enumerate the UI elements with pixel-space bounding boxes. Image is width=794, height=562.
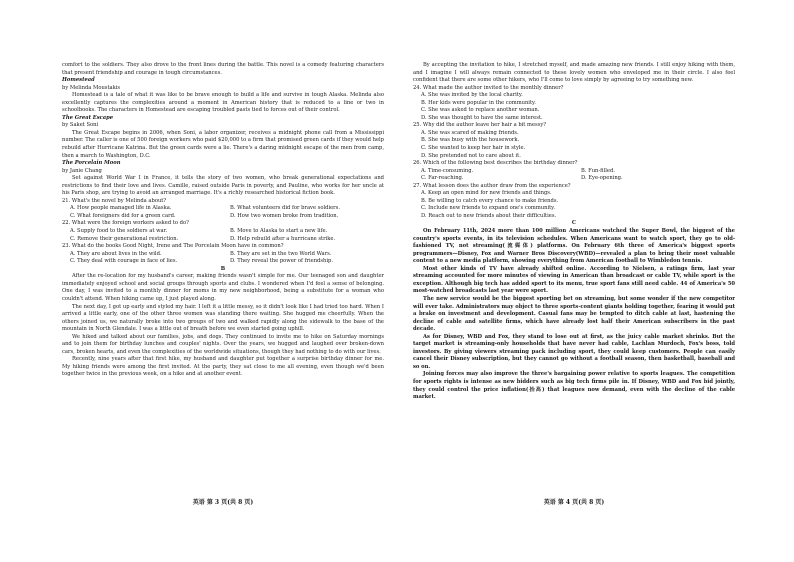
option-a: A. Time-consuming. [421,167,474,174]
book-author: by Saket Soni [62,122,99,129]
book-entry [62,77,384,115]
option-c: C. Remove their generational restriction. [70,235,179,242]
option-d: D. How two women broke from tradition. [230,212,339,219]
passage-c-paragraph: The new service would be the biggest sporting bet on streaming, but some wonder if the new competitor will ever take. Administrators may object to three sports-content giants holding together, fearing it would put a brake on investment and development. Casual fans may be tempted to ditch cable at last, hastening the decline of cable and satellite firms, which have already lost half their American subscribers in the past decade. [413,295,735,333]
passage-c-paragraph: Joining forces may also improve the three's bargaining power relative to sports leagues. The competition for sports rights is intense as new bidders such as big tech firms pile in. If Disney, WBD and Fox bid jointly, they could control the price inflation(抬高) that leagues now demand, even with the decline of the cable market. [413,371,735,401]
option-d: D. She was thought to have the same interest. [421,114,543,121]
option-c: C. She wanted to keep her hair in style. [421,145,526,152]
book-description: Homestead is a tale of what it was like to be brave enough to build a life and survive in tough Alaska. Melinda also excellently captures the complexities around a moment in American history that is reduced to a line or two in schoolbooks. The characters in Homestead are escaping troubled pasts tied to forces out of their control. [62,92,384,114]
question-24 [413,85,735,123]
question-21 [62,198,384,221]
option-d: D. She pretended not to care about it. [421,152,521,159]
option-d: D. Eye-opening. [581,175,623,182]
option-b: B. Fun-filled. [581,167,615,174]
question-25 [413,122,735,160]
option-a: A. Supply food to the soldiers at war. [70,228,168,235]
passage-b-paragraph: Recently, nine years after that first hike, my husband and daughter put together a surprise birthday dinner for me. My hiking friends were among the first invited. At the party, they sat close to me all evening, even though we'd been together twice in the previous week, on a hike and at another event. [62,356,384,378]
option-a: A. They are about lives in the wild. [70,250,162,257]
passage-b-paragraph: The next day, I got up early and styled my hair. I left it a little messy, so it didn't look like I had tried too hard. When I arrived a little early, one of the other three women was standing there waiting. She hugged me cheerfully. When the others joined us, we naturally broke into two groups of two and walked rapidly along the sidewalk to the base of the mountain in North Glendale. I was a little out of breath before we even started going uphill. [62,303,384,333]
option-d: D. Help rebuild after a hurricane strike. [230,235,336,242]
option-b: B. They are set in the two World Wars. [230,250,332,257]
book-description: The Great Escape begins in 2006, when Soni, a labor organizer, receives a midnight phone call from a Mississippi number. The caller is one of 500 foreign workers who paid $20,000 to a firm that promised green cards if they would help rebuild after Hurricane Katrina. But the green cards were a lie. There's a daring midnight escape of the men from camp, then a march to Washington, D.C. [62,129,384,159]
intro-text: comfort to the soldiers. They also drove to the front lines during the battle. This novel is a comedy featuring characters that present friendship and courage in tough circumstances. [62,62,384,76]
option-a: A. Keep an open mind for new friends and things. [421,190,552,197]
option-b: B. She was busy with the housework. [421,137,520,144]
section-c-label: C [571,220,577,227]
question-22 [62,220,384,243]
passage-b-ending: By accepting the invitation to hike, I stretched myself, and made amazing new friends. I still enjoy hiking with them, and I imagine I will always remain connected to these lovely women who enveloped me in their circle. I also feel confident that there are some other hikers, who I'll come to love simply by agreeing to try something new. [413,62,735,84]
passage-b-paragraph: We hiked and talked about our families, jobs, and dogs. They continued to invite me to hike on Saturday mornings and to join them for birthday lunches and couples' nights. Over the years, we hugged and laughed over broken-down cars, broken hearts, and even the complexities of the worldwide situations, though they had nothing to do with our lives. [62,333,384,355]
book-title: The Great Escape [62,114,114,121]
question-stem: 27. What lesson does the author draw from the experience? [413,182,571,189]
question-stem: 22. What were the foreign workers asked to do? [62,220,189,227]
question-27 [413,183,735,221]
question-26 [413,160,735,183]
option-a: A. She was invited by the local charity. [421,92,523,99]
passage-c-paragraph: On February 11th, 2024 more than 100 million Americans watched the Super Bowl, the biggest of the country's sports events, in its television schedules. When Americans want to watch sport, they go to old-fashioned TV, not streaming(流媒体) platforms. On February 6th three of America's biggest sports programmers—Disney, Fox and Warner Bros Discovery(WBD)—revealed a plan to bring their most valuable content to a new media platform, showing everything from American football to Wimbledon tennis. [413,228,735,265]
option-b: B. Move to Alaska to start a new life. [230,228,328,235]
question-stem: 21. What's the novel by Melinda about? [62,197,167,204]
page-footer-left: 英语 第 3 页(共 8 页) [192,499,254,506]
book-title: Homestead [62,77,95,84]
book-entry [62,160,384,198]
passage-c-paragraph: Most other kinds of TV have already shifted online. According to Nielsen, a ratings firm, last year streaming accounted for more minutes of viewing in American than broadcast or cable TV, while sport is the exception. Although big tech has added sport to its menu, true sport fans still need cable. 44 of America's 50 most-watched broadcasts last year were sport. [413,265,735,295]
question-stem: 26. Which of the following best describes the birthday dinner? [413,160,578,167]
question-23 [62,243,384,266]
option-c: C. Include new friends to expand one's community. [421,205,556,212]
book-author: by Melinda Moustakis [62,84,121,91]
section-b-label: B [220,265,226,272]
option-c: C. They deal with courage in face of lies. [70,258,178,265]
option-c: C. She was asked to replace another woman. [421,107,540,114]
option-b: B. Be willing to catch every chance to make friends. [421,197,559,204]
book-entry [62,115,384,160]
option-c: C. What foreigners did for a green card. [70,212,176,219]
book-author: by Janie Chang [62,167,102,174]
page-footer-right: 英语 第 4 页(共 8 页) [543,499,605,506]
option-d: D. Reach out to new friends about their difficulties. [421,212,557,219]
option-a: A. She was scared of making friends. [421,129,519,136]
option-b: B. Her kids were popular in the community. [421,99,536,106]
book-title: The Porcelain Moon [62,160,121,167]
passage-c-paragraph: As for Disney, WBD and Fox, they stand to lose out at first, as the juicy cable market shrinks. But the target market is streaming-only households that have never had cable, Lachlan Murdoch, Fox's boss, told investors. By giving viewers streaming pack including sport, they could keep customers. People can easily cancel their Disney subscription, but they cannot go without a football season, then basketball, baseball and so on. [413,333,735,370]
option-d: D. They reveal the power of friendship. [230,258,334,265]
book-description: Set against World War I in France, it tells the story of two women, who break generational expectations and restrictions to find their love and lives. Camille, raised outside Paris in poverty, and Pauline, who works for her uncle at his Paris shop, are trying to avoid an arranged marriage. It's a richly researched historical fiction book. [62,175,384,197]
option-c: C. Far-reaching. [421,175,464,182]
question-stem: 23. What do the books Good Night, Irene and The Porcelain Moon have in common? [62,243,284,250]
option-b: B. What volunteers did for brave soldiers. [230,205,340,212]
passage-b-paragraph: After the re-location for my husband's career, making friends wasn't simple for me. Our teenaged son and daughter immediately enjoyed school and social groups through sports and clubs. I wondered when I'd feel a sense of belonging. One day, I was invited to a monthly dinner for moms in my new neighborhood, being a substitute for a woman who couldn't attend. When hiking came up, I just played along. [62,273,384,302]
left-page [62,62,384,379]
option-a: A. How people managed life in Alaska. [70,205,172,212]
question-stem: 25. Why did the author leave her hair a bit messy? [413,122,547,129]
question-stem: 24. What made the author invited to the monthly dinner? [413,84,564,91]
right-page [413,62,735,402]
